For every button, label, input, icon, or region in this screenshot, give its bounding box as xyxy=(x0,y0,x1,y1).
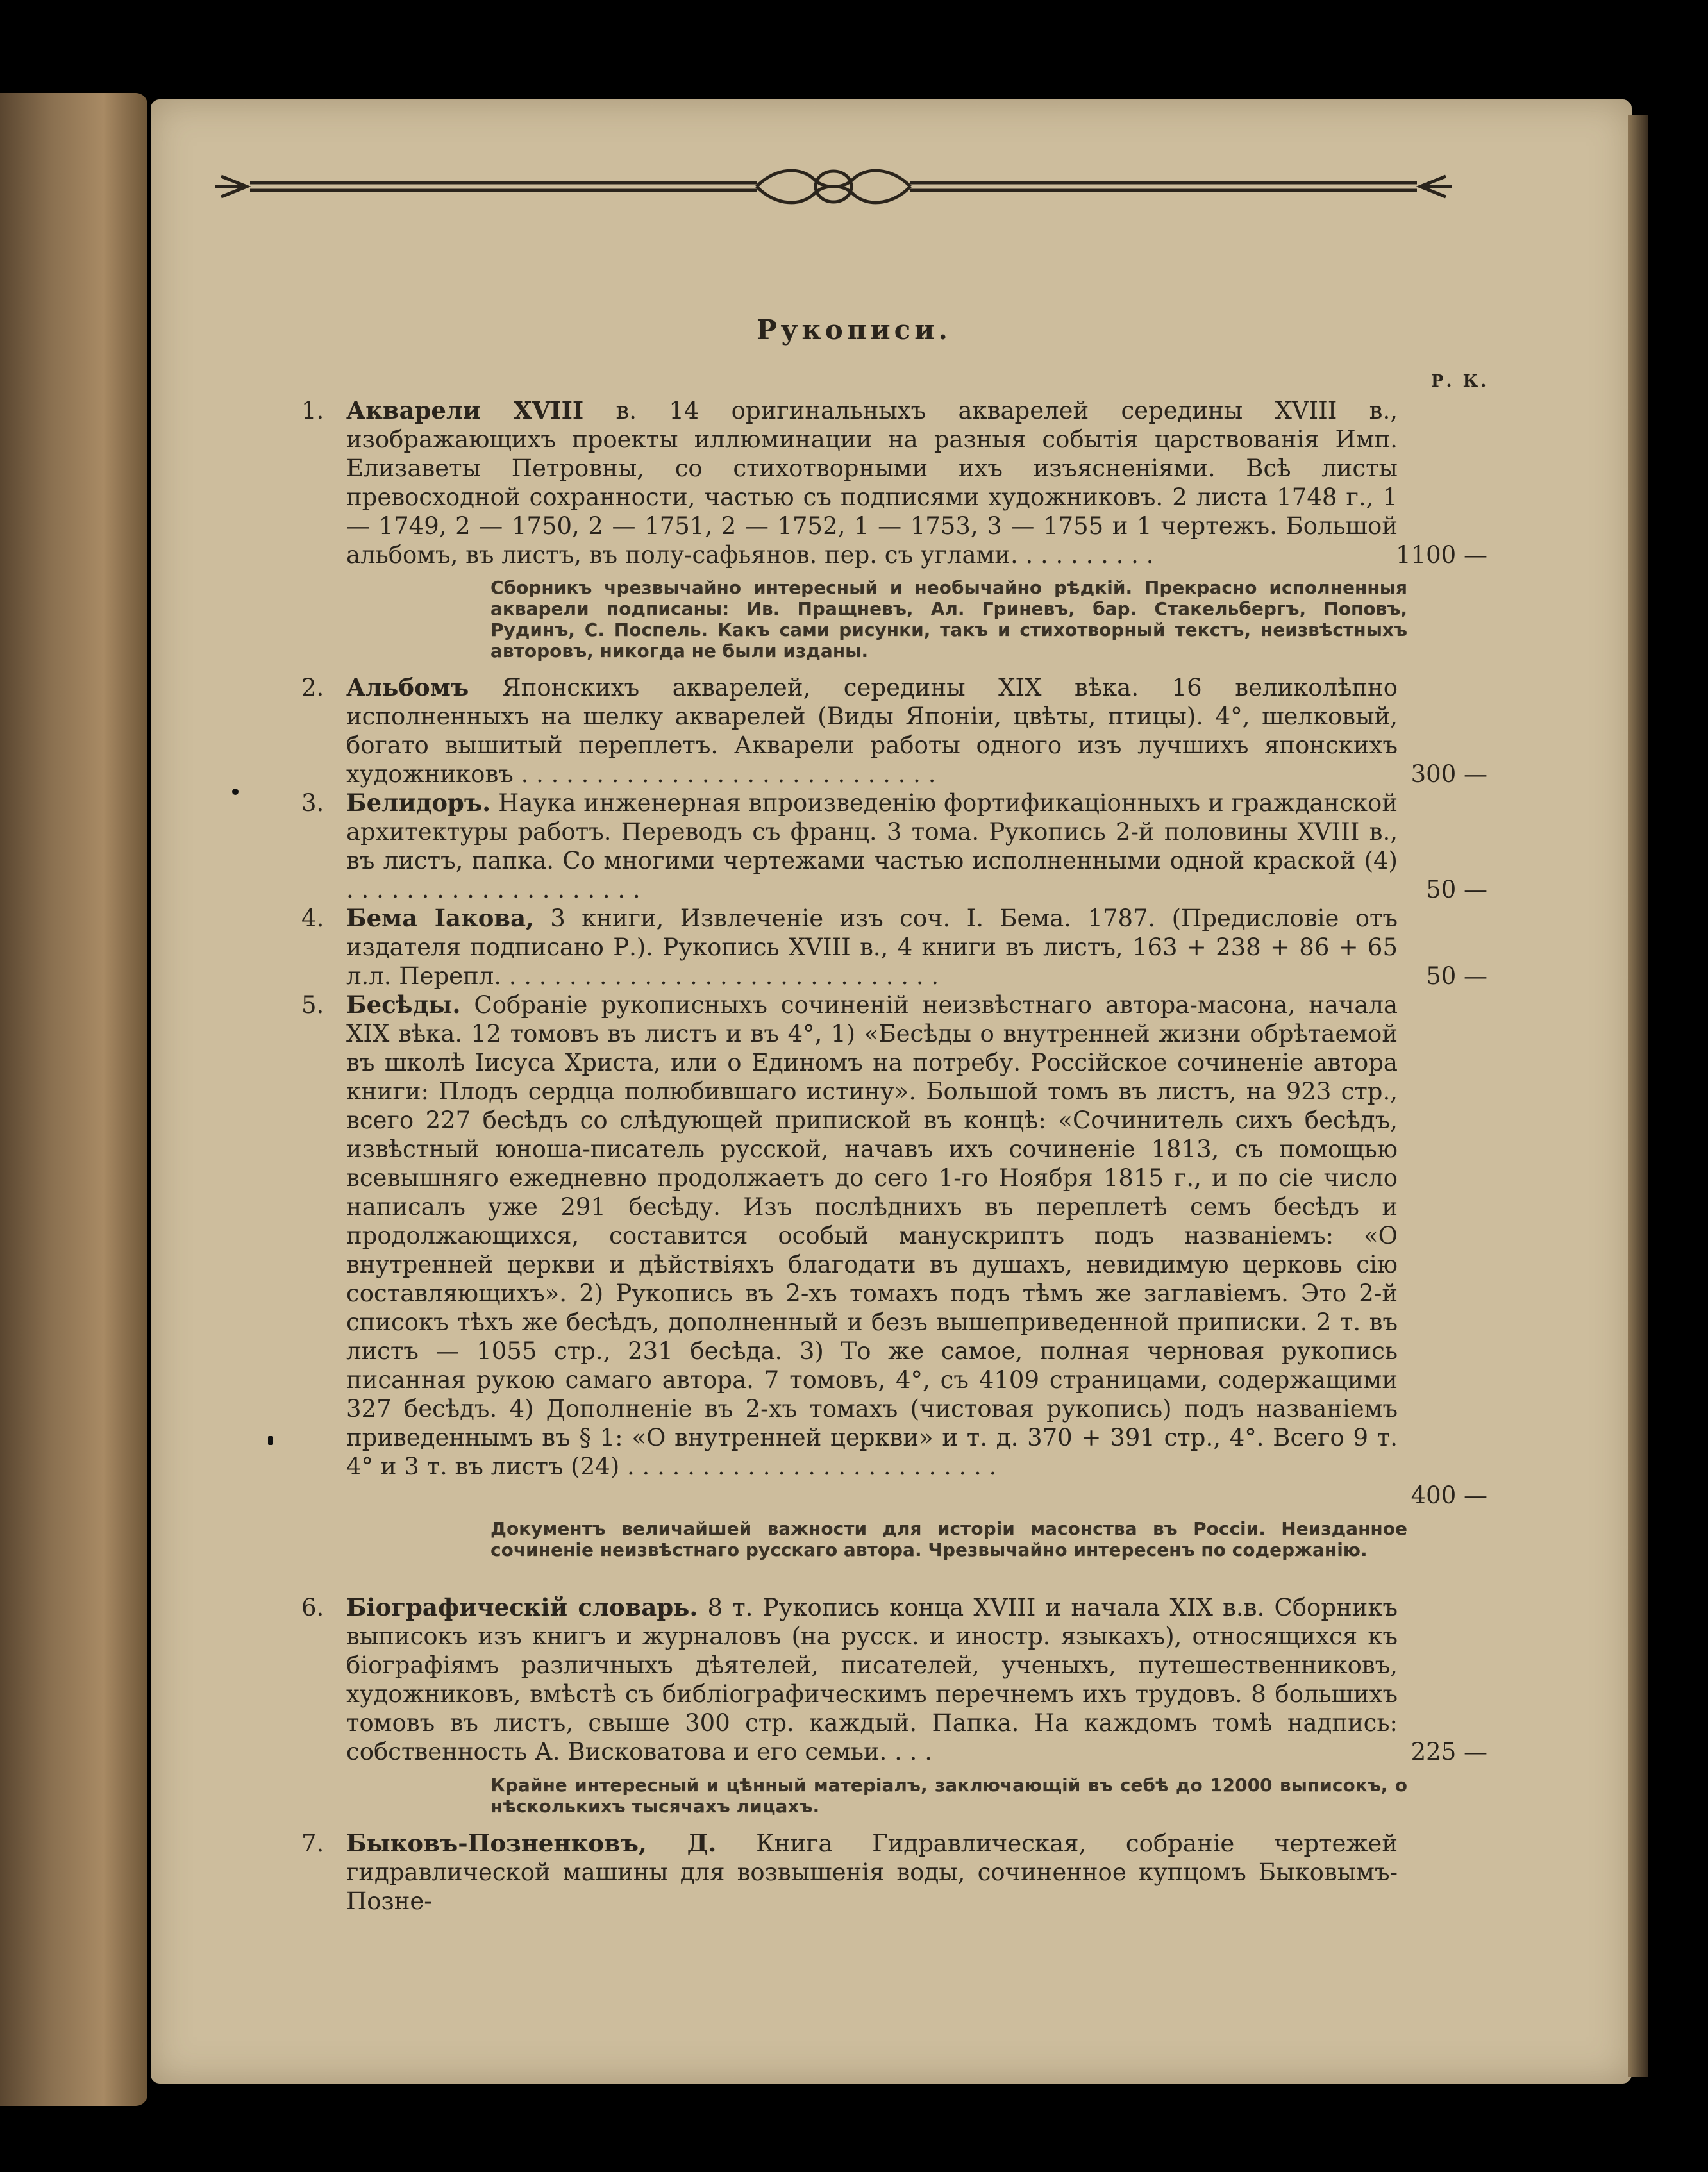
entry-text: в. 14 оригинальныхъ акварелей середины XVIII в., изображающихъ проекты иллюминации на разныя событія царствованія Имп. Елизаветы Петровны, со стихотворными ихъ изъясненіями. Всѣ листы превосходной сохранности, частью съ подписями художниковъ. 2 листа 1748 г., 1 — 1749, 2 — 1750, 2 — 1751, 2 — 1752, 1 — 1753, 3 — 1755 и 1 чертежъ. Большой альбомъ, въ листъ, въ полу-сафьянов. пер. съ углами. . . . . . . . . . xyxy=(346,397,1398,569)
entry-heading: Біографическій словарь. xyxy=(346,1593,698,1621)
entry-number: 1. xyxy=(301,397,324,424)
entry-number: 5. xyxy=(301,991,324,1019)
entry-heading: Бесѣды. xyxy=(346,990,461,1019)
catalog-entry xyxy=(301,990,1398,1481)
entry-text: 3 книги, Извлеченіе изъ соч. І. Бема. 1787. (Предисловіе отъ издателя подписано Р.). Рукопись XVIII в., 4 книги въ листъ, 163 + 238 + 86 + 65 л.л. Перепл. . . . . . . . . . . . . . . . . . . . . . . . . . . . . . xyxy=(346,905,1398,990)
entry-number: 7. xyxy=(301,1830,324,1857)
entry-text: Японскихъ акварелей, середины XIX вѣка. 16 великолѣпно исполненныхъ на шелку акварелей (Виды Японіи, цвѣты, птицы). 4°, шелковый, богато вышитый переплетъ. Акварели работы одного изъ лучшихъ японскихъ художниковъ . . . . . . . . . . . . . . . . . . . . . . . . . . . . xyxy=(346,674,1398,788)
entry-heading: Бема Іакова, xyxy=(346,904,534,932)
entry-price: 50 — xyxy=(1426,962,1487,990)
entry-price: 50 — xyxy=(1426,876,1487,903)
catalog-entry xyxy=(301,904,1398,990)
margin-dot xyxy=(232,789,239,795)
entry-note: Документъ величайшей важности для исторіи масонства въ Россіи. Неизданное сочиненіе неизвѣстнаго русскаго автора. Чрезвычайно интересенъ по содержанію. xyxy=(490,1518,1407,1560)
margin-mark xyxy=(268,1436,273,1445)
entry-heading: Альбомъ xyxy=(346,673,469,701)
catalog-entry xyxy=(301,673,1398,789)
entry-number: 4. xyxy=(301,905,324,932)
header-ornament xyxy=(212,163,1455,208)
currency-header: Р. К. xyxy=(1431,372,1489,391)
facing-page-edge xyxy=(0,93,147,2106)
entry-heading: Белидоръ. xyxy=(346,789,491,817)
entry-heading: Быковъ-Позненковъ, Д. xyxy=(346,1829,717,1857)
entry-price: 300 — xyxy=(1411,760,1487,788)
entry-price: 400 — xyxy=(1411,1482,1487,1509)
entry-text: Собраніе рукописныхъ сочиненій неизвѣстнаго автора-масона, начала XIX вѣка. 12 томовъ въ листъ и въ 4°, 1) «Бесѣды о внутренней жизни обрѣтаемой въ школѣ Іисуса Христа, или о Единомъ на потребу. Россійское сочиненіе автора книги: Плодъ сердца полюбившаго истину». Большой томъ въ листъ, на 923 стр., всего 227 бесѣдъ со слѣдующей припиской въ концѣ: «Сочинитель сихъ бесѣдъ, извѣстный юноша-писатель русской, начавъ ихъ сочиненіе 1813, съ помощью всевышняго ежедневно продолжаетъ до сего 1-го Ноября 1815 г., и по сіе число написалъ уже 291 бесѣду. Изъ послѣднихъ въ переплетѣ семъ бесѣдъ и продолжающихся, составится особый манускриптъ подъ названіемъ: «О внутренней церкви и дѣйствіяхъ благодати въ душахъ, невидимую церковь сію составляющихъ». 2) Рукопись въ 2-хъ томахъ подъ тѣмъ же заглавіемъ. Это 2-й списокъ тѣхъ же бесѣдъ, дополненный и безъ вышеприведенной приписки. 2 т. въ листъ — 1055 стр., 231 бесѣда. 3) То же самое, полная черновая рукопись писанная рукою самаго автора. 7 томовъ, 4°, съ 4109 страницами, содержащими 327 бесѣдъ. 4) Дополненіе въ 2-хъ томахъ (чистовая рукопись) подъ названіемъ приведеннымъ въ § 1: «О внутренней церкви» и т. д. 370 + 391 стр., 4°. Всего 9 т. 4° и 3 т. въ листъ (24) . . . . . . . . . . . . . . . . . . . . . . . . . xyxy=(346,991,1398,1480)
entry-number: 2. xyxy=(301,674,324,701)
catalog-entry xyxy=(301,1829,1398,1916)
page-title: Рукописи. xyxy=(756,314,952,346)
entry-number: 6. xyxy=(301,1594,324,1621)
entry-text: Наука инженерная впроизведенію фортификаціонныхъ и гражданской архитектуры работъ. Переводъ съ франц. 3 тома. Рукопись 2-й половины XVIII в., въ листъ, папка. Со многими чертежами частью исполненными одной краской (4) . . . . . . . . . . . . . . . . . . . . xyxy=(346,789,1398,903)
entry-text: 8 т. Рукопись конца XVIII и начала XIX в.в. Сборникъ выписокъ изъ книгъ и журналовъ (на русск. и иностр. языкахъ), относящихся къ біографіямъ различныхъ дѣятелей, писателей, ученыхъ, путешественниковъ, художниковъ, вмѣстѣ съ библіографическимъ перечнемъ ихъ трудовъ. 8 большихъ томовъ въ листъ, свыше 300 стр. каждый. Папка. На каждомъ томѣ надпись: собственность А. Висковатова и его семьи. . . . xyxy=(346,1594,1398,1766)
catalog-entry xyxy=(301,789,1398,904)
page-edge xyxy=(1628,115,1648,2077)
entry-note: Крайне интересный и цѣнный матеріалъ, заключающій въ себѣ до 12000 выписокъ, о нѣсколькихъ тысячахъ лицахъ. xyxy=(490,1775,1407,1817)
entry-price: 225 — xyxy=(1411,1738,1487,1766)
catalog-entry xyxy=(301,396,1398,569)
entry-price: 1100 — xyxy=(1396,541,1487,569)
catalog-entry xyxy=(301,1593,1398,1766)
entry-text: Книга Гидравлическая, собраніе чертежей гидравлической машины для возвышенія воды, сочиненное купцомъ Быковымъ-Позне- xyxy=(346,1830,1398,1915)
entry-note: Сборникъ чрезвычайно интересный и необычайно рѣдкій. Прекрасно исполненныя акварели подписаны: Ив. Пращневъ, Ал. Гриневъ, бар. Стакельбергъ, Поповъ, Рудинъ, С. Поспель. Какъ сами рисунки, такъ и стихотворный текстъ, неизвѣстныхъ авторовъ, никогда не были изданы. xyxy=(490,577,1407,662)
entry-heading: Акварели XVIII xyxy=(346,396,584,424)
entry-number: 3. xyxy=(301,789,324,817)
